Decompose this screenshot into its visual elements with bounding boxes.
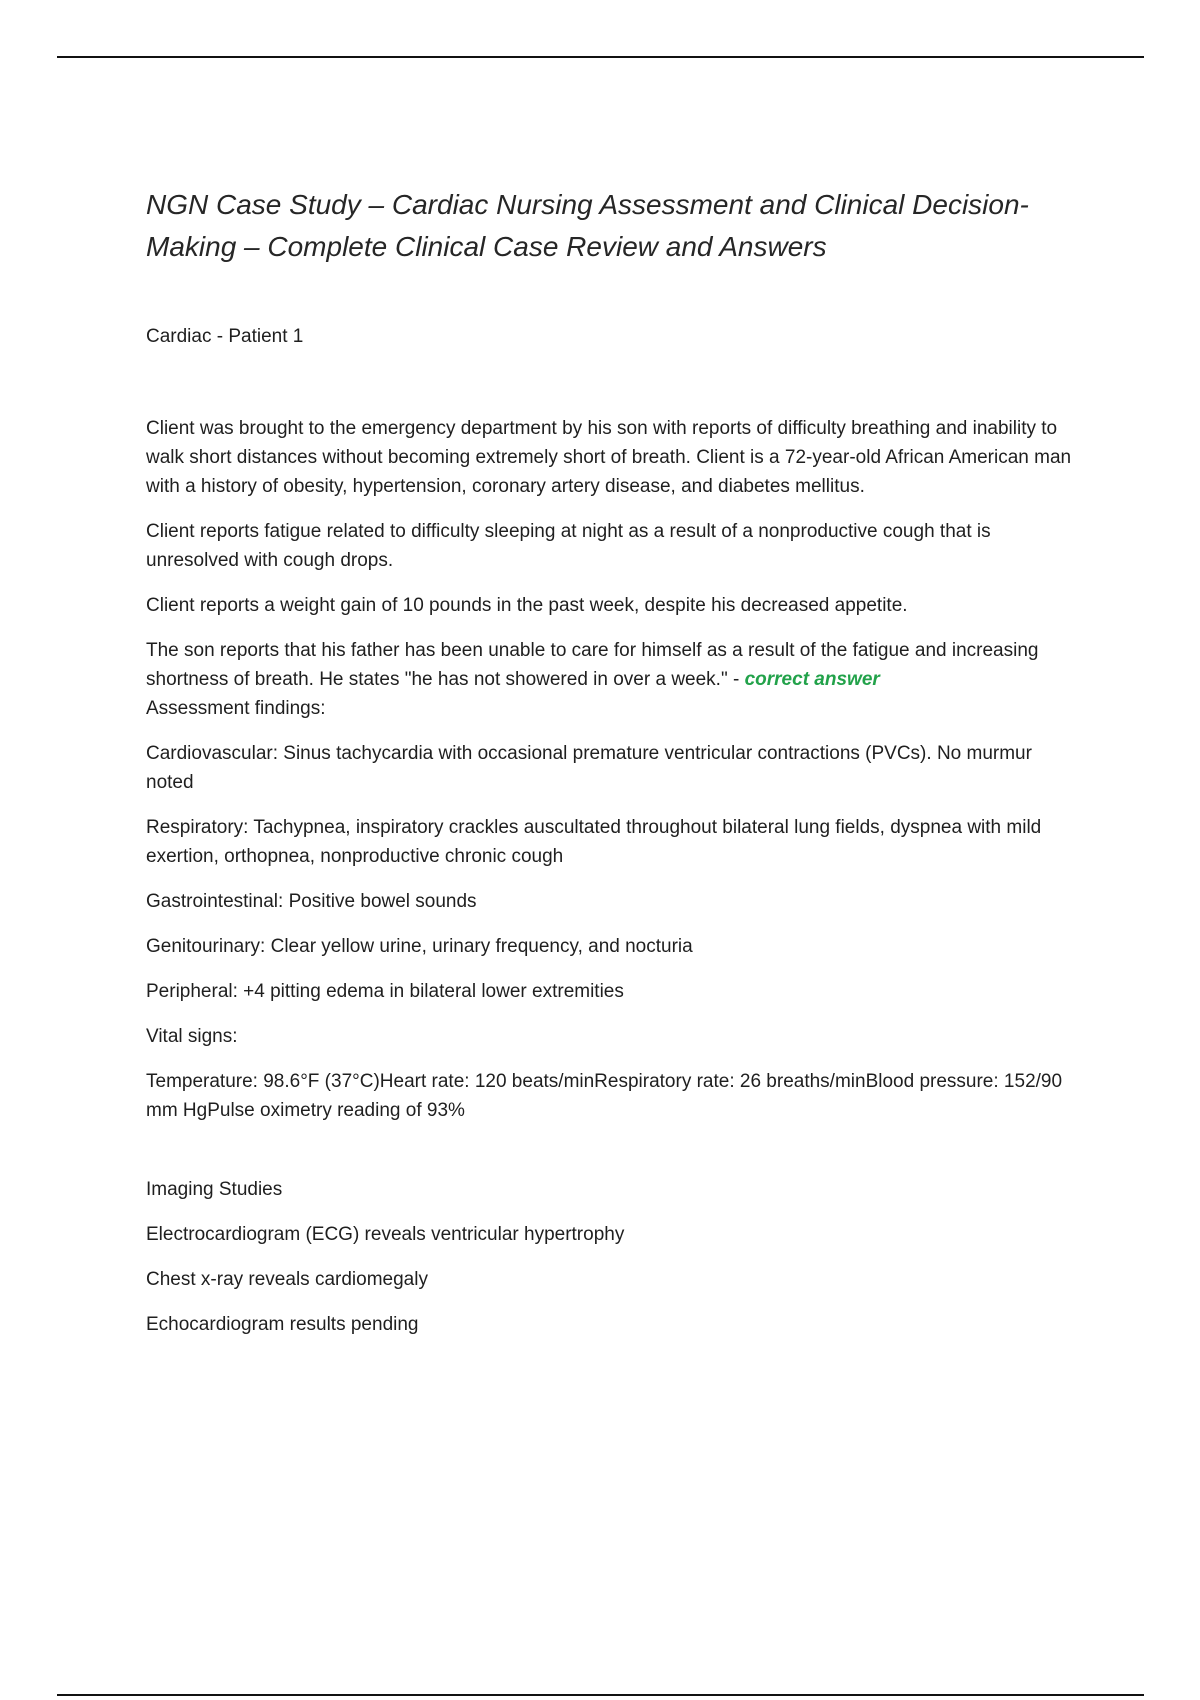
assessment-findings-heading: Assessment findings: — [146, 698, 326, 719]
imaging-echo: Echocardiogram results pending — [146, 1314, 419, 1335]
patient-label: Cardiac - Patient 1 — [146, 326, 304, 347]
intro-paragraph: Client reports a weight gain of 10 pounds in the past week, despite his decreased appetite. — [146, 595, 908, 616]
intro-paragraph: Client reports fatigue related to difficulty sleeping at night as a result of a nonproductive cough that is unresolved with cough drops. — [146, 521, 991, 571]
document-title: NGN Case Study – Cardiac Nursing Assessment and Clinical Decision-Making – Complete Clinical Case Review and Answers — [146, 189, 1029, 262]
vital-signs-heading: Vital signs: — [146, 1026, 238, 1047]
imaging-ecg: Electrocardiogram (ECG) reveals ventricular hypertrophy — [146, 1224, 625, 1245]
imaging-heading: Imaging Studies — [146, 1179, 283, 1200]
top-rule — [57, 56, 1144, 58]
imaging-xray: Chest x-ray reveals cardiomegaly — [146, 1269, 428, 1290]
finding-genitourinary: Genitourinary: Clear yellow urine, urinary frequency, and nocturia — [146, 936, 693, 957]
document-body — [146, 184, 1076, 1355]
son-report-text: The son reports that his father has been unable to care for himself as a result of the fatigue and increasing shortness of breath. He states "he has not showered in over a week." - — [146, 640, 1039, 690]
spacer — [146, 1141, 1076, 1175]
finding-respiratory: Respiratory: Tachypnea, inspiratory crackles auscultated throughout bilateral lung fields, dyspnea with mild exertion, orthopnea, nonproductive chronic cough — [146, 817, 1042, 867]
son-report-paragraph — [146, 636, 1076, 723]
finding-peripheral: Peripheral: +4 pitting edema in bilateral lower extremities — [146, 981, 624, 1002]
finding-gastrointestinal: Gastrointestinal: Positive bowel sounds — [146, 891, 477, 912]
correct-answer-label: correct answer — [744, 669, 880, 690]
finding-cardiovascular: Cardiovascular: Sinus tachycardia with occasional premature ventricular contractions (PVCs). No murmur noted — [146, 743, 1032, 793]
bottom-rule — [57, 1694, 1144, 1696]
intro-paragraph: Client was brought to the emergency department by his son with reports of difficulty breathing and inability to walk short distances without becoming extremely short of breath. Client is a 72-year-old African American man with a history of obesity, hypertension, coronary artery disease, and diabetes mellitus. — [146, 418, 1072, 497]
vital-signs-values: Temperature: 98.6°F (37°C)Heart rate: 120 beats/minRespiratory rate: 26 breaths/minBlood pressure: 152/90 mm HgPulse oximetry reading of 93% — [146, 1071, 1063, 1121]
